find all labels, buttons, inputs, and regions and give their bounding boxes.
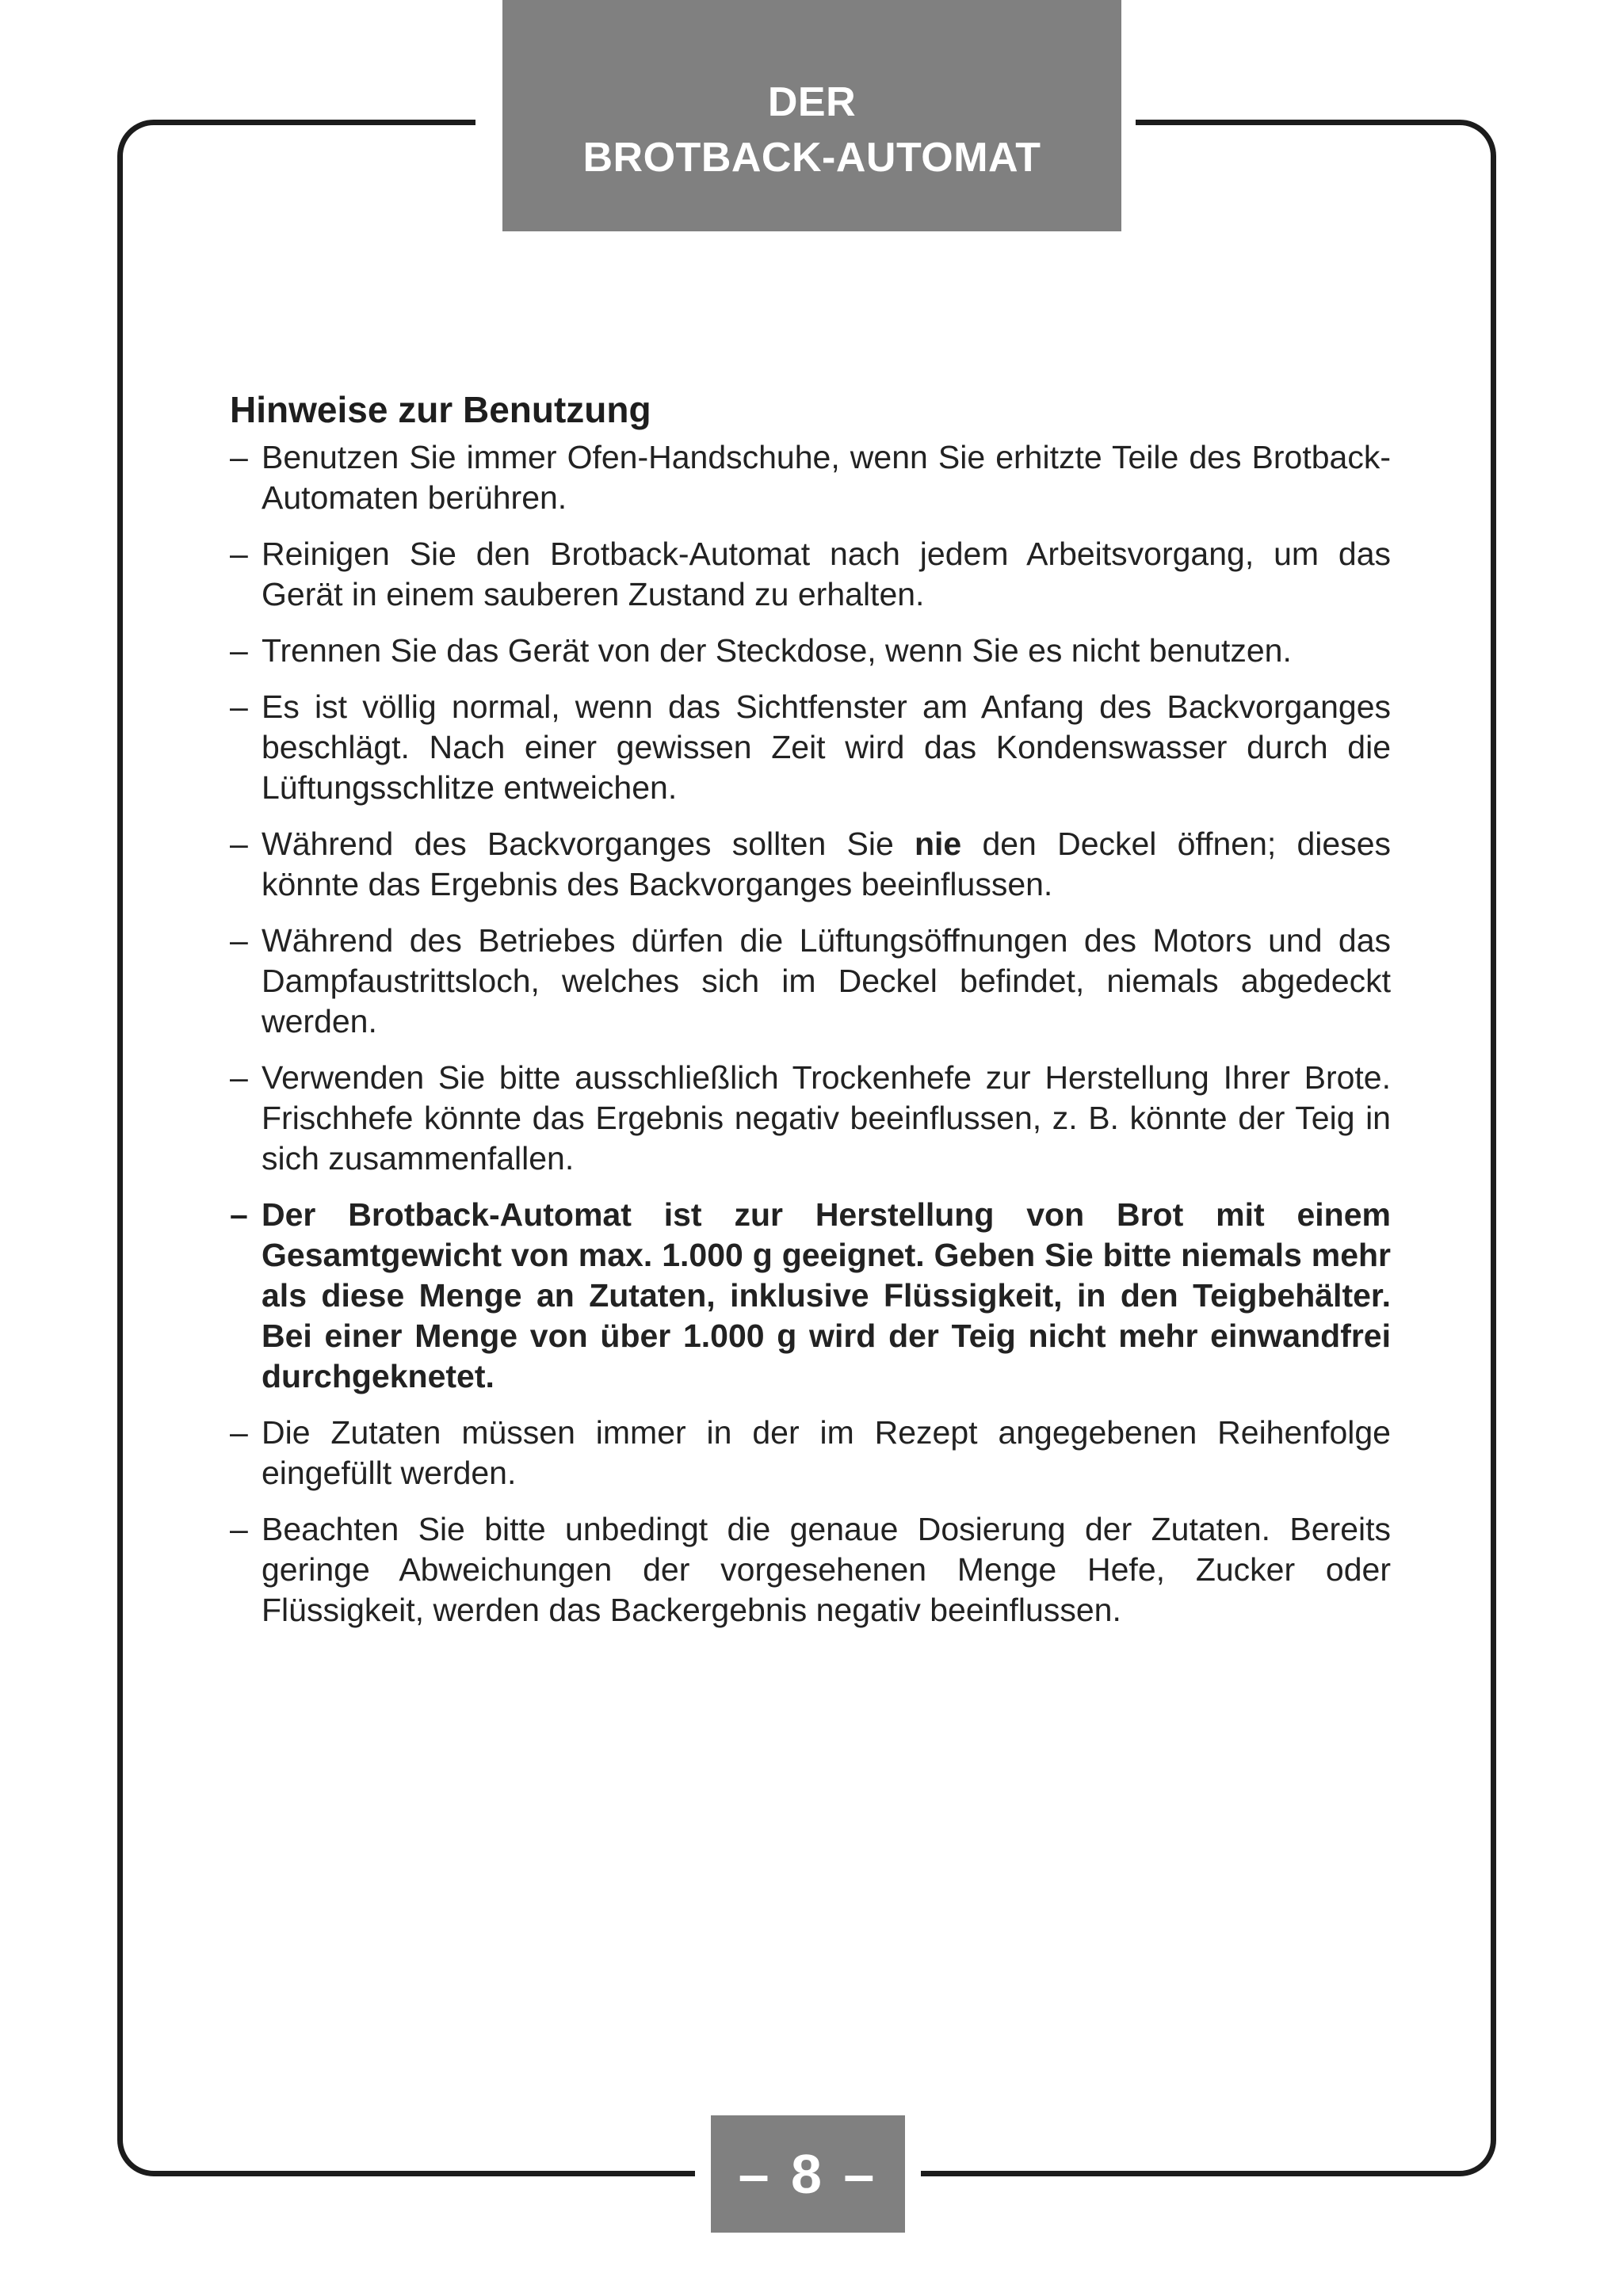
list-item-text: Die Zutaten müssen immer in der im Rezept angegebenen Reihenfolge eingefüllt werden. [262, 1414, 1391, 1491]
list-item [230, 534, 1391, 615]
list-item [230, 1058, 1391, 1179]
list-item-text-after: den Deckel öffnen; dieses könnte das Ergebnis des Backvorganges beeinflussen. [262, 826, 1392, 902]
header-title-box [502, 0, 1121, 231]
list-item-text: Der Brotback-Automat ist zur Herstellung von Brot mit einem Gesamtgewicht von max. 1.000 g geeignet. Geben Sie bitte niemals mehr als diese Menge an Zutaten, inklusive Flüssigkeit, in den Teigbehälter. Bei einer Menge von über 1.000 g wird der Teig nicht mehr einwandfrei durchgeknetet. [262, 1196, 1391, 1394]
bullet-dash: – [230, 536, 248, 572]
bullet-dash: – [230, 1511, 248, 1547]
list-item [230, 1413, 1391, 1493]
footer-gap-right [905, 2159, 921, 2183]
list-item-text: Es ist völlig normal, wenn das Sichtfenster am Anfang des Backvorganges beschlägt. Nach einer gewissen Zeit wird das Kondenswasser durch die Lüftungsschlitze entweichen. [262, 688, 1391, 806]
page-number-box [711, 2115, 905, 2233]
list-item [230, 687, 1391, 808]
emphasis-text: nie [914, 826, 962, 862]
footer-gap-left [695, 2159, 711, 2183]
list-item-text: Während des Betriebes dürfen die Lüftungsöffnungen des Motors und das Dampfaustrittsloch, welches sich im Deckel befindet, niemals abgedeckt werden. [262, 922, 1391, 1039]
bullet-dash: – [230, 688, 248, 725]
list-item [230, 437, 1391, 518]
main-content [230, 383, 1391, 1646]
bullet-dash: – [230, 922, 248, 959]
list-item [230, 824, 1391, 905]
bullet-dash: – [230, 632, 248, 669]
bullet-dash: – [230, 826, 248, 862]
bullet-dash: – [230, 439, 248, 475]
bullet-dash: – [230, 1059, 248, 1096]
list-item-text [262, 826, 1391, 902]
page-number: – 8 – [738, 2143, 878, 2205]
list-item-warning [230, 1195, 1391, 1397]
list-item-text: Reinigen Sie den Brotback-Automat nach jedem Arbeitsvorgang, um das Gerät in einem sauberen Zustand zu erhalten. [262, 536, 1391, 612]
header-title-line-1: DER [767, 79, 857, 125]
frame-gap-right [1121, 111, 1136, 135]
list-item-text: Benutzen Sie immer Ofen-Handschuhe, wenn Sie erhitzte Teile des Brotback-Automaten berühren. [262, 439, 1391, 516]
list-item-text: Trennen Sie das Gerät von der Steckdose, wenn Sie es nicht benutzen. [262, 632, 1292, 669]
section-heading: Hinweise zur Benutzung [230, 389, 651, 430]
list-item [230, 1509, 1391, 1630]
list-item [230, 631, 1391, 671]
usage-notes-list [230, 437, 1391, 1630]
bullet-dash: – [230, 1414, 248, 1451]
list-item-text: Beachten Sie bitte unbedingt die genaue Dosierung der Zutaten. Bereits geringe Abweichungen der vorgesehenen Menge Hefe, Zucker oder Flüssigkeit, werden das Backergebnis negativ beeinflussen. [262, 1511, 1391, 1628]
header-title-line-2: BROTBACK-AUTOMAT [582, 135, 1041, 181]
list-item [230, 921, 1391, 1042]
list-item-text-before: Während des Backvorganges sollten Sie [262, 826, 915, 862]
list-item-text: Verwenden Sie bitte ausschließlich Trockenhefe zur Herstellung Ihrer Brote. Frischhefe könnte das Ergebnis negativ beeinflussen, z. B. könnte der Teig in sich zusammenfallen. [262, 1059, 1391, 1177]
frame-gap-left [475, 111, 502, 135]
bullet-dash: – [230, 1196, 248, 1233]
